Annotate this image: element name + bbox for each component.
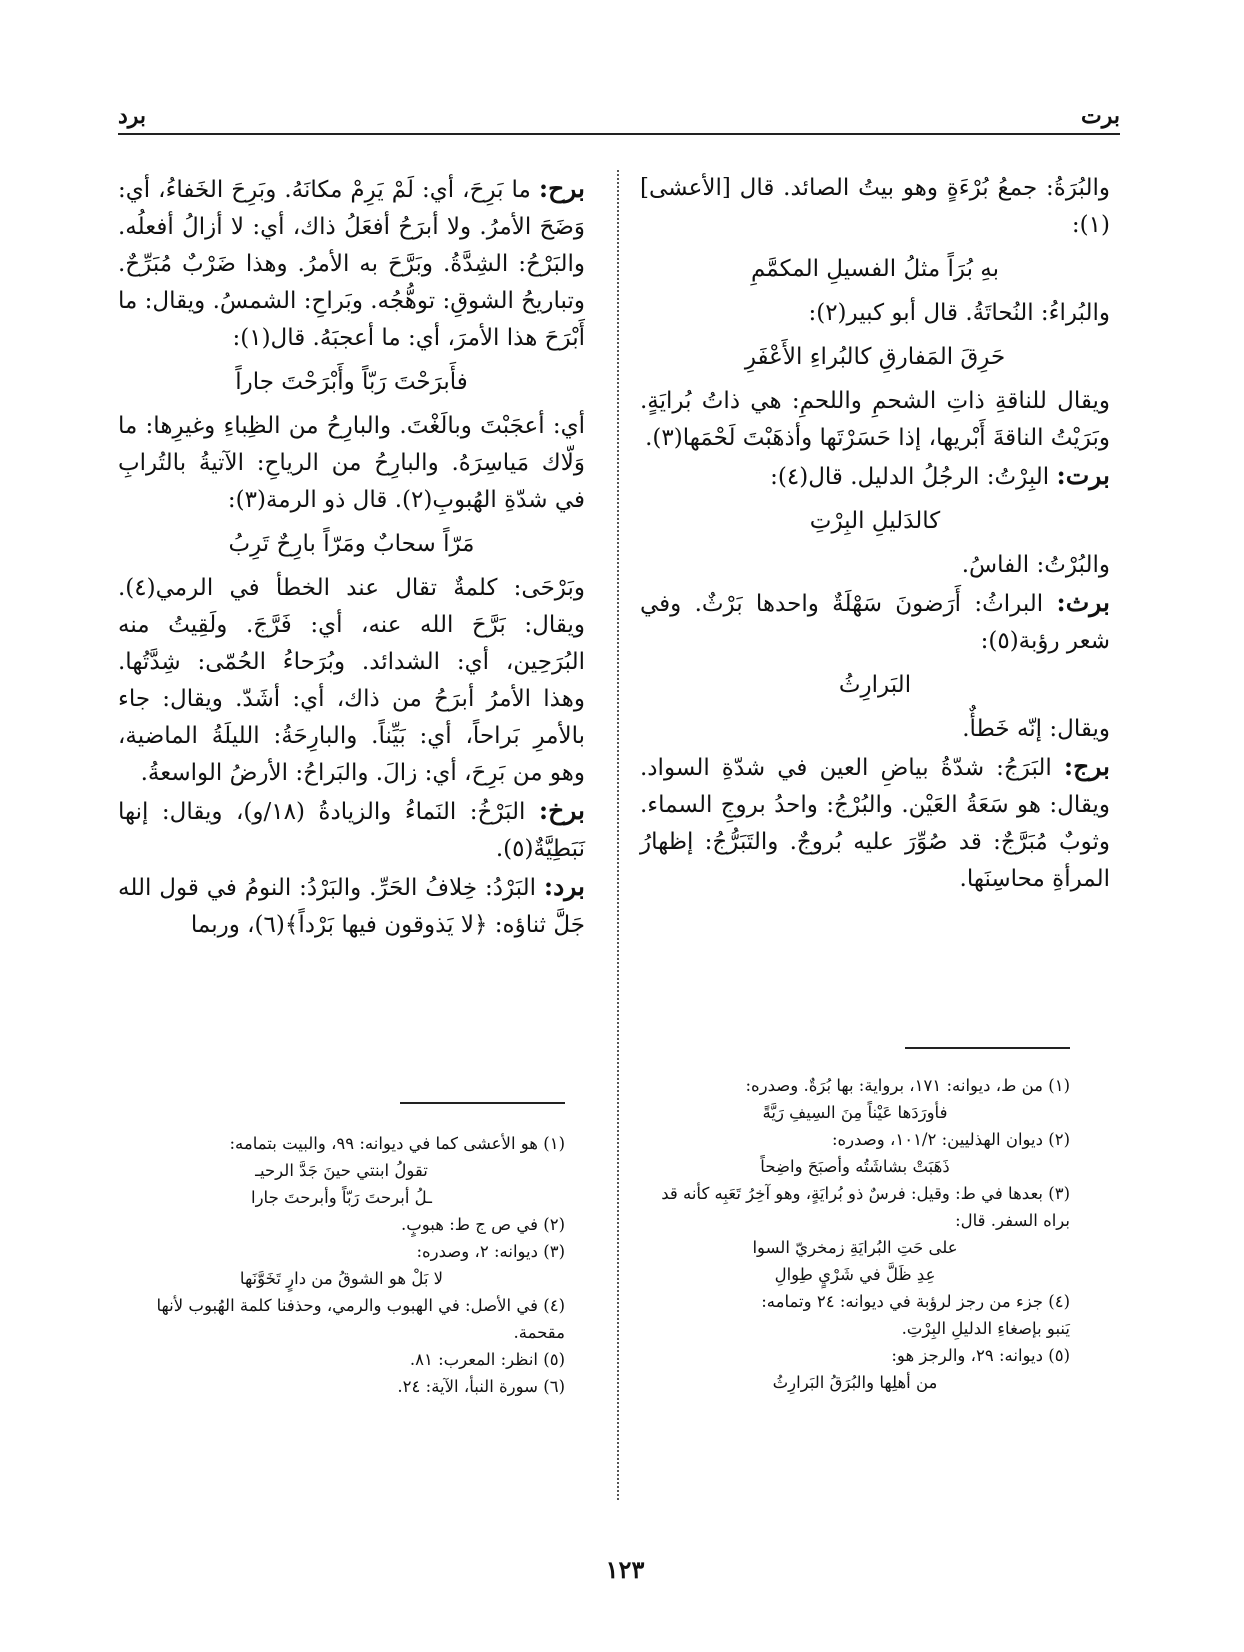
paragraph: والبُراءُ: النُحاتَةُ. قال أبو كبير(٢): bbox=[808, 300, 1110, 326]
paragraph: وبَرْحَى: كلمةٌ تقال عند الخطأ في الرمي(٤). ويقال: بَرَّحَ الله عنه، أي: فَرَّجَ. ولَقِيتُ منه البُرَحِين، أي: الشدائد. وبُرَحاءُ الحُمّى: شِدَّتُها. وهذا الأمرُ أبرَحُ من ذاك، أي: أشَدّ. ويقال: جاء بالأمرِ بَراحاً، أي: بَيِّناً. والبارِحَةُ: الليلَةُ الماضية، وهو من بَرِحَ، أي: زالَ. والبَراحُ: الأرضُ الواسعةُ. bbox=[118, 575, 585, 786]
footnote-verse: لا بَلْ هو الشوقُ من دارٍ تَخَوَّنَها bbox=[239, 1269, 444, 1288]
footnote-verse-line bbox=[640, 1261, 1070, 1288]
footnote: (٢) في ص ج ط: هبوبٍ. bbox=[400, 1215, 565, 1234]
verse-line: فأَبرَحْتَ رَبّاً وأَبْرَحْتَ جاراً bbox=[235, 369, 468, 395]
verse-line: مَرّاً سحابٌ ومَرّاً بارِحٌ تَرِبُ bbox=[228, 531, 475, 557]
right-footnote-rule bbox=[905, 1047, 1070, 1049]
footnote: (٤) جزء من رجز لرؤبة في ديوانه: ٢٤ وتمامه: bbox=[761, 1292, 1070, 1311]
paragraph: والبُرْتُ: الفاسُ. bbox=[961, 552, 1110, 578]
paragraph: والبُرَةُ: جمعُ بُرْءَةٍ وهو بيتُ الصائد. قال [الأعشى](١): bbox=[640, 175, 1110, 238]
footnote-verse: من أهلِها والبُرَقُ البَرارِثُ bbox=[772, 1373, 938, 1392]
paragraph: أي: أعجَبْتَ وبالَغْتَ. والبارِحُ من الظِباءِ وغيرِها: ما وَلّاك مَياسِرَهُ. والبارِحُ من الرياحِ: الآتيةُ بالتُرابِ في شدّةِ الهُبوبِ(٢). قال ذو الرمة(٣): bbox=[118, 413, 585, 513]
verse-line: بهِ بُرَاً مثلُ الفسيلِ المكمَّمِ bbox=[750, 256, 1000, 282]
entry-text: البِرْتُ: الرجُلُ الدليل. قال(٤): bbox=[770, 464, 1050, 490]
running-header bbox=[118, 103, 1120, 135]
footnote-verse: فأورَدَها عَيْناً مِنَ السِيفِ رَيَّةً bbox=[762, 1103, 948, 1122]
footnote-verse-line bbox=[118, 1157, 565, 1184]
verse-hemistich: تقولُ ابنتي حينَ جَدَّ الرحيـ bbox=[255, 1161, 428, 1180]
footnote: (٥) انظر: المعرب: ٨١. bbox=[409, 1350, 565, 1369]
paragraph: ويقال للناقةِ ذاتِ الشحمِ واللحمِ: هي ذاتُ بُرايَةٍ. وبَرَيْتُ الناقةَ أَبْريها، إذا حَسَرْتَها وأذهَبْتَ لَحْمَها(٣). bbox=[640, 388, 1110, 451]
right-footnotes bbox=[640, 1072, 1070, 1396]
entry-headword: برت: bbox=[1056, 461, 1110, 490]
paragraph: ويقال: إنّه خَطأٌ. bbox=[962, 716, 1110, 742]
dictionary-entry bbox=[118, 792, 585, 868]
verse-line: البَرارِثُ bbox=[838, 672, 912, 698]
entry-text: البراثُ: أَرَضونَ سَهْلَةٌ واحدها بَرْثٌ. وفي شعر رؤبة(٥): bbox=[640, 591, 1110, 654]
entry-headword: برخ: bbox=[538, 796, 586, 825]
footnote: (٤) في الأصل: في الهبوب والرمي، وحذفنا كلمة الهُبوب لأنها مقحمة. bbox=[156, 1296, 565, 1342]
entry-headword: برد: bbox=[543, 872, 586, 901]
header-right-word: برت bbox=[1081, 103, 1120, 129]
verse-hemistich: على حَتِ البُرايَةِ زمخريّ السوا bbox=[752, 1238, 958, 1257]
footnote: (١) من ط، ديوانه: ١٧١، برواية: بها بُرَةٌ. وصدره: bbox=[745, 1076, 1070, 1095]
footnote: (٢) ديوان الهذليين: ١٠١/٢، وصدره: bbox=[831, 1130, 1070, 1149]
left-footnotes bbox=[118, 1130, 565, 1400]
dictionary-entry bbox=[640, 748, 1110, 898]
footnote: (٣) بعدها في ط: وقيل: فرسٌ ذو بُرايَةٍ، وهو آخِرُ تَعَبِه كأنه قد براه السفر. قال: bbox=[661, 1184, 1070, 1230]
entry-text: البَرْدُ: خِلافُ الحَرِّ. والبَرْدُ: النومُ في قول الله جَلَّ ثناؤه: ﴿لا يَذوقون فيها بَرْداً﴾(٦)، وربما bbox=[118, 875, 585, 938]
dictionary-entry bbox=[640, 457, 1110, 496]
verse-hemistich: ـلُ أبرحتَ رَبّاً وأبرحتَ جارا bbox=[251, 1188, 433, 1207]
entry-text: البَرَجُ: شدّةُ بياضِ العين في شدّةِ السواد. ويقال: هو سَعَةُ العَيْن. والبُرْجُ: واحدُ بروجِ السماء. وثوبٌ مُبَرَّجٌ: قد صُوِّرَ عليه بُروجٌ. والتَبَرُّجُ: إظهارُ المرأةِ محاسِنَها. bbox=[640, 755, 1110, 892]
footnote: (٦) سورة النبأ، الآية: ٢٤. bbox=[397, 1377, 565, 1396]
left-footnote-rule bbox=[400, 1102, 565, 1104]
dictionary-entry bbox=[118, 170, 585, 357]
footnote: (٣) ديوانه: ٢، وصدره: bbox=[416, 1242, 565, 1261]
entry-headword: برج: bbox=[1063, 752, 1111, 781]
footnote-verse-line bbox=[118, 1184, 565, 1211]
footnote-verse: ذَهَبَتْ بشاشَتُه وأصبَحَ واضِحاً bbox=[760, 1157, 950, 1176]
entry-text: البَرْخُ: النَماءُ والزيادةُ (١٨/و)، ويقال: إنها نَبَطِيَّةٌ(٥). bbox=[118, 799, 585, 862]
verse-hemistich: عِدِ ظَلَّ في شَرْيٍ طِوالِ bbox=[774, 1265, 936, 1284]
left-column bbox=[118, 170, 585, 944]
entry-headword: برث: bbox=[1056, 588, 1111, 617]
entry-text: ما بَرِحَ، أي: لَمْ يَرِمْ مكانَهُ. وبَرِحَ الخَفاءُ، أي: وَضَحَ الأمرُ. ولا أبرَحُ أفعَلُ ذاك، أي: لا أزالُ أفعلُه. والبَرْحُ: الشِدَّةُ. وبَرَّحَ به الأمرُ. وهذا ضَرْبٌ مُبَرِّحٌ. وتباريحُ الشوقِ: توهُّجُه. وبَراحِ: الشمسُ. ويقال: ما أَبْرَحَ هذا الأمرَ، أي: ما أعجبَهُ. قال(١): bbox=[118, 177, 585, 351]
footnote: (١) هو الأعشى كما في ديوانه: ٩٩، والبيت بتمامه: bbox=[229, 1134, 565, 1153]
page-number: ١٢٣ bbox=[605, 1555, 645, 1584]
verse-line: حَرِقَ المَفارقِ كالبُراءِ الأَعْفَرِ bbox=[744, 344, 1006, 370]
footnote: يَنبو بإصغاءِ الدليلِ البِرْتِ. bbox=[901, 1319, 1070, 1338]
entry-headword: برح: bbox=[538, 174, 586, 203]
footnote-verse-line bbox=[640, 1234, 1070, 1261]
header-left-word: برد bbox=[118, 103, 147, 129]
footnote: (٥) ديوانه: ٢٩، والرجز هو: bbox=[891, 1346, 1070, 1365]
right-column bbox=[640, 170, 1110, 898]
dictionary-entry bbox=[640, 584, 1110, 660]
column-divider bbox=[617, 170, 619, 1500]
verse-line: كالدَليلِ البِرْتِ bbox=[809, 508, 941, 534]
dictionary-entry bbox=[118, 868, 585, 944]
